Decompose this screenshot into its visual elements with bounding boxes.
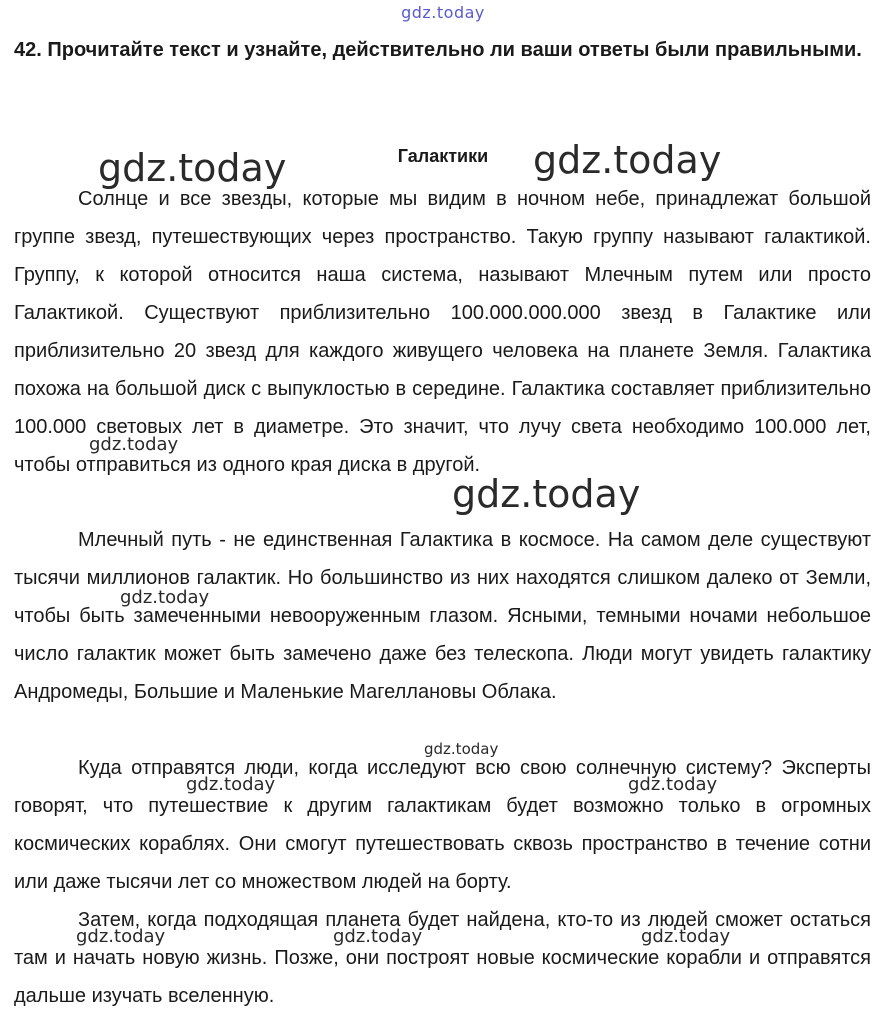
watermark: gdz.today [76,926,166,947]
paragraph-2: Млечный путь - не единственная Галактика в космосе. На самом деле существуют тысячи миллионов галактик. Но большинство из них находятся слишком далеко от Земли, чтобы быть замеченными невооруженным глазом. Ясными, темными ночами небольшое число галактик может быть замечено даже без телескопа. Люди могут увидеть галактику Андромеды, Большие и Маленькие Магеллановы Облака. [14,529,871,703]
article-title: Галактики [397,146,489,166]
paragraph-3: Куда отправятся люди, когда исследуют всю свою солнечную систему? Эксперты говорят, что путешествие к другим галактикам будет возможно только в огромных космических кораблях. Они смогут путешествовать сквозь пространство в течение сотни или даже тысячи лет со множеством людей на борту. [14,757,871,893]
watermark: gdz.today [186,774,276,795]
paragraph-1: Солнце и все звезды, которые мы видим в ночном небе, принадлежат большой группе звезд, путешествующих через пространство. Такую группу называют галактикой. Группу, к которой относится наша система, называют Млечным путем или просто Галактикой. Существуют приблизительно 100.000.000.000 звезд в Галактике или приблизительно 20 звезд для каждого живущего человека на планете Земля. Галактика похожа на большой диск с выпуклостью в середине. Галактика составляет приблизительно 100.000 световых лет в диаметре. Это значит, что лучу света необходимо 100.000 лет, чтобы отправиться из одного края диска в другой. [14,188,871,476]
watermark: gdz.today [533,138,722,182]
watermark: gdz.today [333,926,423,947]
task-heading: 42. Прочитайте текст и узнайте, действительно ли ваши ответы были правильными. [14,39,862,61]
watermark: gdz.today [98,146,287,190]
watermark: gdz.today [120,587,210,608]
watermark: gdz.today [628,774,718,795]
watermark-top: gdz.today [401,3,485,22]
watermark: gdz.today [452,472,641,516]
watermark: gdz.today [641,926,731,947]
paragraph-4: Затем, когда подходящая планета будет найдена, кто-то из людей сможет остаться там и начать новую жизнь. Позже, они построят новые космические корабли и отправятся дальше изучать вселенную. [14,909,871,1007]
watermark: gdz.today [424,740,499,758]
watermark: gdz.today [89,434,179,455]
